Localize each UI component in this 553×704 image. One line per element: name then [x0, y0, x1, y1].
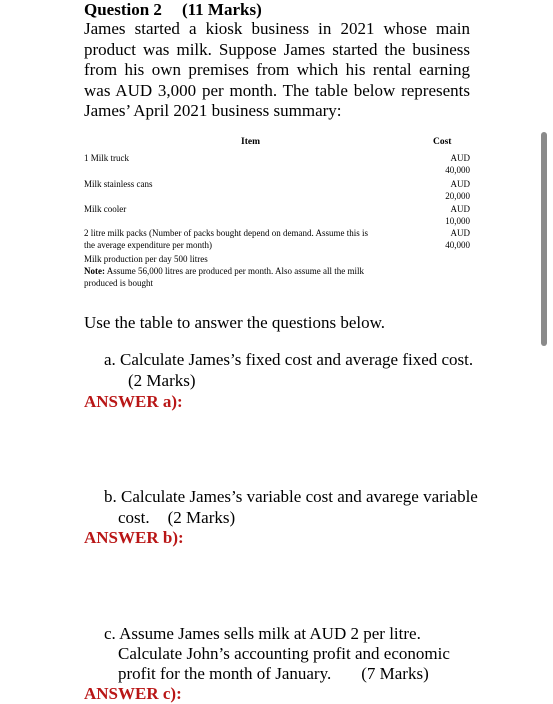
part-b-marks: (2 Marks): [167, 508, 236, 527]
answer-c-label: ANSWER c):: [84, 684, 182, 703]
table-row-label: Milk cooler: [84, 204, 127, 214]
answer-a-label: ANSWER a):: [84, 392, 183, 411]
table-note: [84, 266, 364, 276]
table-row-label: 1 Milk truck: [84, 153, 129, 163]
answer-b-label: ANSWER b):: [84, 528, 184, 547]
part-c-question-cont: Calculate John’s accounting profit and economic: [118, 644, 450, 663]
question-title: [84, 0, 262, 20]
table-row-cost: AUD 20,000: [445, 179, 470, 201]
question-marks: (11 Marks): [181, 0, 262, 19]
part-c-question-end: [118, 664, 429, 684]
question-intro: James started a kiosk business in 2021 whose main product was milk. Suppose James started the business from his own premises from which his rental earning was AUD 3,000 per month. The table below represents James’ April 2021 business summary:: [84, 19, 470, 120]
table-note-line: produced is bought: [84, 278, 153, 288]
part-c-marks: (7 Marks): [361, 664, 429, 683]
table-note-line: the average expenditure per month): [84, 240, 212, 250]
vertical-scrollbar[interactable]: [541, 132, 547, 346]
question-number: Question 2: [84, 0, 162, 19]
part-b-line2: cost.: [118, 508, 150, 527]
part-a-question: a. Calculate James’s fixed cost and average fixed cost.: [104, 350, 474, 369]
table-header-item: Item: [241, 137, 260, 147]
table-note-bold: Note:: [84, 266, 105, 276]
part-b-question: b. Calculate James’s variable cost and avarege variable: [104, 487, 478, 506]
part-a-marks: (2 Marks): [128, 371, 196, 390]
instruction-text: Use the table to answer the questions below.: [84, 313, 386, 332]
part-b-question-cont: [118, 508, 235, 528]
part-c-question: c. Assume James sells milk at AUD 2 per litre.: [104, 624, 421, 643]
table-row-label: 2 litre milk packs (Number of packs bought depend on demand. Assume this is: [84, 228, 368, 238]
table-header-cost: Cost: [433, 137, 452, 147]
table-row-cost: AUD 40,000: [445, 228, 470, 250]
table-note-text: Assume 56,000 litres are produced per month. Also assume all the milk: [105, 266, 364, 276]
part-c-line3: profit for the month of January.: [118, 664, 332, 683]
table-note-line: Milk production per day 500 litres: [84, 254, 208, 264]
table-row-label: Milk stainless cans: [84, 179, 153, 189]
table-row-cost: AUD 10,000: [445, 204, 470, 226]
table-row-cost: AUD 40,000: [445, 153, 470, 175]
